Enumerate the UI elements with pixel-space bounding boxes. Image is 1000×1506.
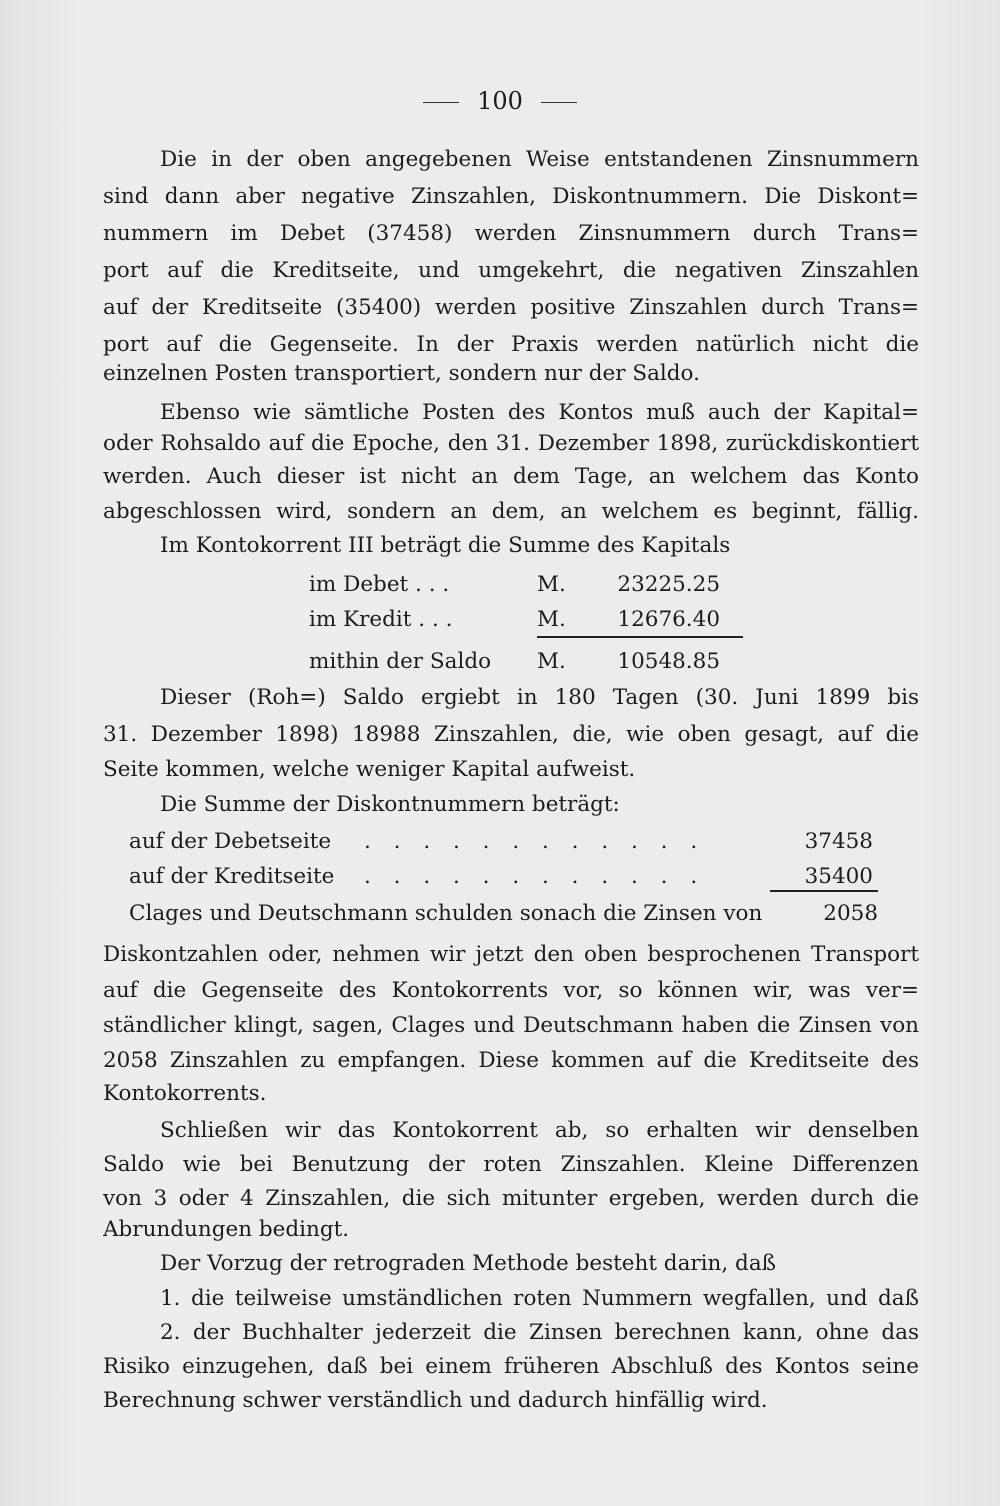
text-line: abgeschlossen wird, sondern an dem, an welchem es beginnt, fällig. bbox=[103, 499, 919, 524]
sum-rule bbox=[537, 636, 743, 638]
text-line: oder Rohsaldo auf die Epoche, den 31. Dezember 1898, zurückdiskontiert bbox=[103, 431, 919, 456]
page-number-dash-right bbox=[541, 102, 577, 103]
text-line: Die Summe der Diskontnummern beträgt: bbox=[160, 792, 620, 817]
text-line: auf die Gegenseite des Kontokorrents vor, so können wir, was ver= bbox=[103, 978, 919, 1003]
list-item: 2. der Buchhalter jederzeit die Zinsen berechnen kann, ohne das bbox=[160, 1320, 919, 1345]
diskont-row bbox=[129, 861, 873, 893]
diskont-row bbox=[129, 898, 878, 930]
diskont-amount: 35400 bbox=[804, 864, 873, 889]
text-line: Die in der oben angegebenen Weise entstandenen Zinsnummern bbox=[160, 147, 919, 172]
text-line: sind dann aber negative Zinszahlen, Diskontnummern. Die Diskont= bbox=[103, 184, 919, 209]
text-line: Saldo wie bei Benutzung der roten Zinszahlen. Kleine Differenzen bbox=[103, 1152, 919, 1177]
text-line: werden. Auch dieser ist nicht an dem Tage, an welchem das Konto bbox=[103, 464, 919, 489]
page-number-dash-left bbox=[423, 102, 459, 103]
diskont-leader-dots: . . . . . . . . . . . . bbox=[364, 829, 706, 854]
kapital-currency: M. bbox=[537, 607, 566, 632]
kapital-label: mithin der Saldo bbox=[309, 649, 492, 674]
kapital-label: im Debet . . . bbox=[309, 572, 450, 597]
kapital-label: im Kredit . . . bbox=[309, 607, 453, 632]
text-line: auf der Kreditseite (35400) werden positive Zinszahlen durch Trans= bbox=[103, 295, 919, 320]
text-line: Ebenso wie sämtliche Posten des Kontos muß auch der Kapital= bbox=[160, 400, 919, 425]
text-line: einzelnen Posten transportiert, sondern nur der Saldo. bbox=[103, 361, 700, 386]
text-line: Schließen wir das Kontokorrent ab, so erhalten wir denselben bbox=[160, 1118, 919, 1143]
diskont-row bbox=[129, 826, 873, 858]
kapital-amount: 12676.40 bbox=[617, 607, 720, 632]
text-line: Im Kontokorrent III beträgt die Summe des Kapitals bbox=[160, 533, 731, 558]
text-line: Berechnung schwer verständlich und dadurch hinfällig wird. bbox=[103, 1388, 768, 1413]
text-line: port auf die Kreditseite, und umgekehrt, die negativen Zinszahlen bbox=[103, 258, 919, 283]
diskont-amount: 37458 bbox=[804, 829, 873, 854]
text-line: Der Vorzug der retrograden Methode besteht darin, daß bbox=[160, 1251, 776, 1276]
diskont-amount: 2058 bbox=[823, 901, 878, 926]
text-line: ständlicher klingt, sagen, Clages und Deutschmann haben die Zinsen von bbox=[103, 1013, 919, 1038]
sum-rule bbox=[770, 890, 878, 892]
diskont-leader-dots: . . . . . . . . . . . . bbox=[364, 864, 706, 889]
kapital-amount: 10548.85 bbox=[617, 649, 720, 674]
diskont-label: auf der Debetseite bbox=[129, 829, 332, 854]
text-line: Abrundungen bedingt. bbox=[103, 1217, 350, 1242]
kapital-amount: 23225.25 bbox=[617, 572, 720, 597]
text-line: Diskontzahlen oder, nehmen wir jetzt den oben besprochenen Transport bbox=[103, 942, 919, 967]
list-item: 1. die teilweise umständlichen roten Nummern wegfallen, und daß bbox=[160, 1286, 919, 1311]
text-line: 2058 Zinszahlen zu empfangen. Diese kommen auf die Kreditseite des bbox=[103, 1048, 919, 1073]
text-line: Seite kommen, welche weniger Kapital aufweist. bbox=[103, 757, 636, 782]
text-line: port auf die Gegenseite. In der Praxis werden natürlich nicht die bbox=[103, 332, 919, 357]
text-line: nummern im Debet (37458) werden Zinsnummern durch Trans= bbox=[103, 221, 919, 246]
kapital-currency: M. bbox=[537, 572, 566, 597]
diskont-label: auf der Kreditseite bbox=[129, 864, 335, 889]
text-line: Kontokorrents. bbox=[103, 1081, 267, 1106]
kapital-currency: M. bbox=[537, 649, 566, 674]
text-line: 31. Dezember 1898) 18988 Zinszahlen, die, wie oben gesagt, auf die bbox=[103, 722, 919, 747]
page-number: 100 bbox=[0, 86, 1000, 116]
text-line: Risiko einzugehen, daß bei einem früheren Abschluß des Kontos seine bbox=[103, 1354, 919, 1379]
text-line: von 3 oder 4 Zinszahlen, die sich mitunter ergeben, werden durch die bbox=[103, 1186, 919, 1211]
text-line: Dieser (Roh=) Saldo ergiebt in 180 Tagen (30. Juni 1899 bis bbox=[160, 685, 919, 710]
diskont-label: Clages und Deutschmann schulden sonach die Zinsen von bbox=[129, 901, 763, 926]
